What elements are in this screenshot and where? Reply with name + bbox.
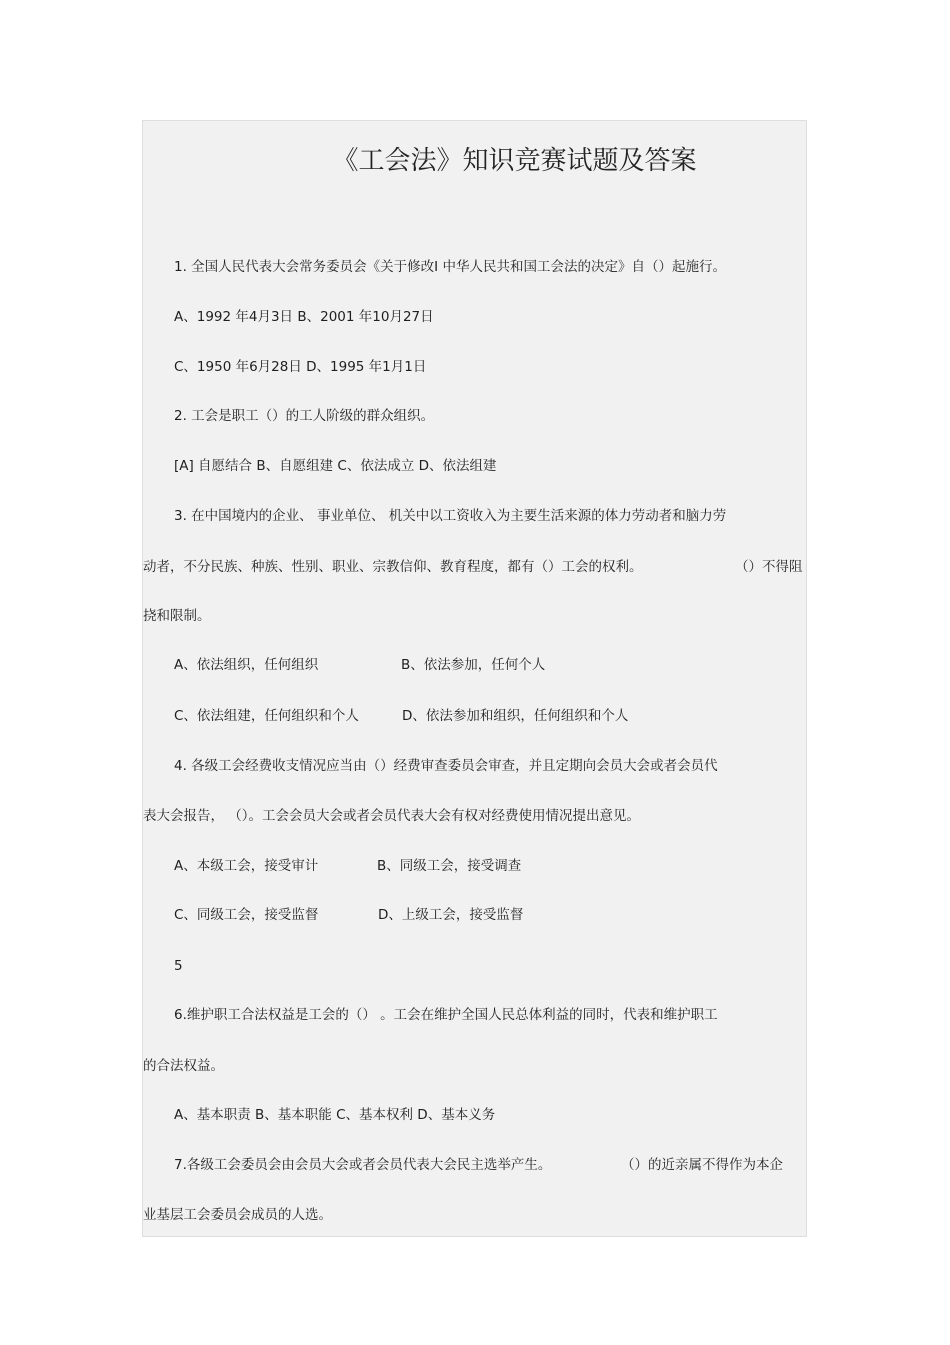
question-3-line-2-end: （）不得阻 <box>735 559 803 575</box>
document-title: 《工会法》知识竞赛试题及答案 <box>332 146 697 176</box>
question-7-line-2: 业基层工会委员会成员的人选。 <box>143 1207 332 1223</box>
question-3-option-c: C、依法组建，任何组织和个人 <box>174 708 359 724</box>
question-4-line-2: 表大会报告， （）。工会会员大会或者会员代表大会有权对经费使用情况提出意见。 <box>143 808 641 824</box>
question-4-option-c: C、同级工会，接受监督 <box>174 907 319 923</box>
question-6-line-2: 的合法权益。 <box>143 1058 224 1074</box>
question-7-line-1-end: （）的近亲属不得作为本企 <box>621 1157 783 1173</box>
question-3-line-3: 挠和限制。 <box>143 608 211 624</box>
document-page <box>142 120 807 1237</box>
question-4-option-b: B、同级工会，接受调查 <box>377 858 522 874</box>
question-4-option-a: A、本级工会，接受审计 <box>174 858 319 874</box>
question-3-option-b: B、依法参加，任何个人 <box>401 657 546 673</box>
question-3-option-a: A、依法组织，任何组织 <box>174 657 319 673</box>
question-3-line-2: 动者，不分民族、种族、性别、职业、宗教信仰、教育程度，都有（）工会的权利。 <box>143 559 643 575</box>
question-3-line-1: 3. 在中国境内的企业、 事业单位、 机关中以工资收入为主要生活来源的体力劳动者和脑力劳 <box>174 508 727 524</box>
question-5: 5 <box>174 958 183 974</box>
question-2-options: [A] 自愿结合 B、自愿组建 C、依法成立 D、依法组建 <box>174 458 497 474</box>
question-6-options: A、基本职责 B、基本职能 C、基本权利 D、基本义务 <box>174 1107 496 1123</box>
question-3-option-d: D、依法参加和组织，任何组织和个人 <box>402 708 629 724</box>
question-4-option-d: D、上级工会，接受监督 <box>378 907 524 923</box>
question-6-line-1: 6.维护职工合法权益是工会的（） 。工会在维护全国人民总体利益的同时，代表和维护职工 <box>174 1007 718 1023</box>
question-1-options-cd: C、1950 年6月28日 D、1995 年1月1日 <box>174 359 427 375</box>
question-4-line-1: 4. 各级工会经费收支情况应当由（）经费审查委员会审查，并且定期向会员大会或者会员代 <box>174 758 718 774</box>
question-7-line-1: 7.各级工会委员会由会员大会或者会员代表大会民主选举产生。 <box>174 1157 552 1173</box>
question-2: 2. 工会是职工（）的工人阶级的群众组织。 <box>174 408 435 424</box>
question-1: 1. 全国人民代表大会常务委员会《关于修改I 中华人民共和国工会法的决定》自（）起施行。 <box>174 259 726 275</box>
question-1-options-ab: A、1992 年4月3日 B、2001 年10月27日 <box>174 309 434 325</box>
